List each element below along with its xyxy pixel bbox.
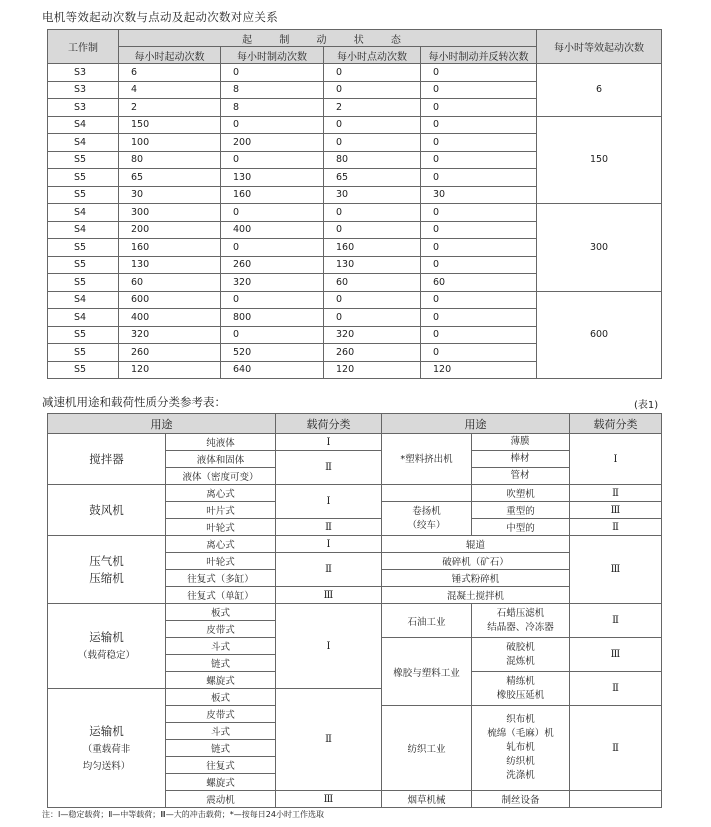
conveyor-sub: （载荷稳定）	[77, 650, 135, 661]
group-mixer: 搅拌器	[48, 434, 166, 485]
list-item: 离心式	[166, 536, 276, 553]
table-cell: S5	[48, 169, 119, 187]
table-cell: 260	[221, 256, 324, 274]
list-item: 纺织机	[506, 756, 535, 767]
table-cell: 8	[221, 99, 324, 117]
table-cell: 160	[119, 239, 221, 257]
table-cell: 2	[119, 99, 221, 117]
header-use-left: 用途	[48, 414, 276, 434]
extruder-label: *塑料挤出机	[400, 453, 453, 465]
rubber-items-a	[472, 638, 570, 672]
table-cell: 200	[221, 134, 324, 152]
table-cell: S3	[48, 99, 119, 117]
table-cell: 260	[119, 344, 221, 362]
table-cell: 800	[221, 309, 324, 327]
table-number: (表1)	[634, 400, 659, 411]
list-item: 板式	[166, 689, 276, 706]
conveyor-sub: （重载荷非	[82, 743, 131, 755]
table-cell: 4	[119, 81, 221, 99]
list-item: 液体（密度可变）	[166, 468, 276, 485]
table-cell: 320	[221, 274, 324, 292]
group-winch	[382, 502, 472, 536]
list-item: 锤式粉碎机	[382, 570, 570, 587]
table-cell: S4	[48, 221, 119, 239]
load-class: Ⅲ	[276, 587, 382, 604]
table2-title: 减速机用途和载荷性质分类参考表：	[42, 395, 226, 409]
load-class: Ⅱ	[276, 451, 382, 485]
rubber-items-b	[472, 672, 570, 706]
load-class: Ⅰ	[276, 604, 382, 689]
table-cell: 260	[324, 344, 421, 362]
table-cell: S5	[48, 361, 119, 379]
table1-title: 电机等效起动次数与点动及起动次数对应关系	[42, 10, 278, 24]
table-cell: 130	[119, 256, 221, 274]
table-cell: S3	[48, 64, 119, 82]
conveyor-label: 运输机	[89, 630, 124, 644]
load-class: Ⅰ	[276, 536, 382, 553]
table-cell: S5	[48, 151, 119, 169]
load-class: Ⅲ	[570, 638, 662, 672]
table-cell: 30	[119, 186, 221, 204]
conveyor-sub: 均匀送料）	[82, 760, 131, 772]
table-cell: S4	[48, 116, 119, 134]
load-class: Ⅰ	[570, 434, 662, 485]
list-item: 破胶机	[506, 641, 535, 653]
list-item: 往复式（单缸）	[166, 587, 276, 604]
table-cell: S4	[48, 204, 119, 222]
table-cell: 0	[421, 344, 537, 362]
table-cell: 0	[221, 204, 324, 222]
load-class: Ⅱ	[570, 485, 662, 502]
table-cell: 0	[324, 221, 421, 239]
list-item: 橡胶压延机	[496, 689, 545, 701]
group-conveyor-heavy	[48, 689, 166, 808]
list-item: 斗式	[166, 723, 276, 740]
table-cell: 320	[324, 326, 421, 344]
header-equiv: 每小时等效起动次数	[537, 30, 662, 64]
table-row	[48, 116, 662, 134]
table-cell: S3	[48, 81, 119, 99]
list-item: 织布机	[506, 714, 535, 725]
load-class: Ⅱ	[570, 519, 662, 536]
table-cell: 400	[221, 221, 324, 239]
header-work-mode: 工作制	[48, 30, 119, 64]
equiv-starts-cell: 300	[537, 204, 662, 292]
table-cell: 0	[421, 326, 537, 344]
load-class: Ⅰ	[276, 485, 382, 519]
group-tobacco: 烟草机械	[382, 791, 472, 808]
list-item: 斗式	[166, 638, 276, 655]
table-row	[48, 291, 662, 309]
load-class: Ⅱ	[276, 689, 382, 791]
motor-start-table	[47, 29, 662, 379]
table-cell: 0	[421, 99, 537, 117]
list-item: 轧布机	[506, 742, 535, 753]
compressor-label-2: 压缩机	[89, 570, 124, 585]
list-item: 精练机	[506, 675, 535, 687]
list-item: 往复式（多缸）	[166, 570, 276, 587]
table-cell: 0	[324, 81, 421, 99]
table-cell: 0	[421, 169, 537, 187]
table-cell: 640	[221, 361, 324, 379]
footnote: 注：Ⅰ—稳定载荷；Ⅱ—中等载荷；Ⅲ—大的冲击载荷；*—按每日24小时工作选取	[42, 810, 324, 819]
table-row	[48, 204, 662, 222]
table-cell: 150	[119, 116, 221, 134]
table-cell: 100	[119, 134, 221, 152]
load-class: Ⅱ	[570, 672, 662, 706]
table-cell: 0	[221, 239, 324, 257]
list-item: 管材	[471, 468, 569, 484]
table-cell: 65	[324, 169, 421, 187]
load-class: Ⅲ	[570, 502, 662, 519]
table-cell: 160	[324, 239, 421, 257]
list-item: 梳绵（毛麻）机	[487, 728, 554, 739]
table-cell: 520	[221, 344, 324, 362]
list-item: 结晶器、冷冻器	[487, 621, 554, 633]
table-cell: 0	[324, 309, 421, 327]
list-item: 液体和固体	[166, 451, 276, 468]
list-item: 辊道	[382, 536, 570, 553]
list-item: 薄膜	[471, 434, 569, 451]
table-cell: 0	[421, 204, 537, 222]
table-cell: 160	[221, 186, 324, 204]
table-cell: S4	[48, 291, 119, 309]
table-cell: 80	[119, 151, 221, 169]
group-oil: 石油工业	[382, 604, 472, 638]
winch-label: 卷扬机	[412, 505, 441, 517]
group-conveyor-stable	[48, 604, 166, 689]
table-cell: 8	[221, 81, 324, 99]
list-item: 螺旋式	[166, 774, 276, 791]
winch-sub: （绞车）	[407, 519, 446, 531]
list-item: 破碎机（矿石）	[382, 553, 570, 570]
group-compressor	[48, 536, 166, 604]
table-cell: 6	[119, 64, 221, 82]
list-item: 震动机	[166, 791, 276, 808]
table-cell: 0	[421, 256, 537, 274]
table-cell: 0	[421, 81, 537, 99]
table-cell: 600	[119, 291, 221, 309]
table-cell: S5	[48, 186, 119, 204]
header-brakes: 每小时制动次数	[221, 47, 324, 64]
list-item: 石蜡压滤机	[496, 607, 545, 619]
equiv-starts-cell: 600	[537, 291, 662, 379]
table-cell: 0	[221, 64, 324, 82]
oil-items	[472, 604, 570, 638]
list-item: 往复式	[166, 757, 276, 774]
table-cell: 60	[119, 274, 221, 292]
load-class: Ⅱ	[570, 604, 662, 638]
table-cell: S5	[48, 326, 119, 344]
table-cell: 0	[421, 134, 537, 152]
list-item: 离心式	[166, 485, 276, 502]
list-item: 混炼机	[506, 655, 535, 667]
list-item: 纯液体	[166, 434, 276, 451]
list-item: 重型的	[472, 502, 570, 519]
table-cell: S4	[48, 134, 119, 152]
list-item: 链式	[166, 740, 276, 757]
list-item: 叶轮式	[166, 553, 276, 570]
table-cell: 30	[421, 186, 537, 204]
table-cell: 200	[119, 221, 221, 239]
equiv-starts-cell: 6	[537, 64, 662, 117]
load-class: Ⅱ	[276, 553, 382, 587]
table-cell: 320	[119, 326, 221, 344]
compressor-label: 压气机	[89, 553, 124, 568]
table-cell: 65	[119, 169, 221, 187]
table-cell: S4	[48, 309, 119, 327]
load-class: Ⅱ	[276, 519, 382, 536]
group-textile: 纺织工业	[382, 706, 472, 791]
table-cell: 0	[324, 291, 421, 309]
textile-items	[472, 706, 570, 791]
load-class: Ⅱ	[570, 706, 662, 791]
table-cell: 130	[221, 169, 324, 187]
header-load-left: 载荷分类	[276, 414, 382, 434]
conveyor-label: 运输机	[89, 723, 124, 738]
table-cell: 0	[421, 221, 537, 239]
load-class: Ⅲ	[276, 791, 382, 808]
table-cell: S5	[48, 344, 119, 362]
header-load-right: 载荷分类	[570, 414, 662, 434]
header-jogs: 每小时点动次数	[324, 47, 421, 64]
table-cell: 0	[324, 64, 421, 82]
table-cell: 0	[221, 151, 324, 169]
equiv-starts-cell: 150	[537, 116, 662, 204]
list-item: 洗涤机	[506, 770, 535, 781]
list-item: 制丝设备	[472, 791, 570, 808]
list-item: 板式	[166, 604, 276, 621]
table-cell: 120	[421, 361, 537, 379]
list-item: 叶片式	[166, 502, 276, 519]
table-cell: 0	[421, 309, 537, 327]
table-cell: 300	[119, 204, 221, 222]
table-cell: 0	[421, 291, 537, 309]
table-cell: 30	[324, 186, 421, 204]
table-cell: 120	[324, 361, 421, 379]
table-cell: 0	[421, 64, 537, 82]
header-brake-reverse: 每小时制动并反转次数	[421, 47, 537, 64]
list-item: 链式	[166, 655, 276, 672]
table-row	[48, 64, 662, 82]
group-rubber: 橡胶与塑料工业	[382, 638, 472, 706]
reducer-load-table	[47, 413, 662, 808]
load-class: Ⅰ	[276, 434, 382, 451]
load-class: Ⅲ	[570, 536, 662, 604]
group-blower: 鼓风机	[48, 485, 166, 536]
header-state: 起 制 动 状 态	[119, 30, 537, 47]
table-cell: 0	[421, 151, 537, 169]
list-item: 混凝土搅拌机	[382, 587, 570, 604]
table-cell: 0	[421, 239, 537, 257]
table-cell: S5	[48, 256, 119, 274]
table-cell: 60	[421, 274, 537, 292]
list-item: 螺旋式	[166, 672, 276, 689]
table-cell: 60	[324, 274, 421, 292]
list-item: 棒材	[471, 451, 569, 468]
table-cell: S5	[48, 274, 119, 292]
list-item: 中型的	[472, 519, 570, 536]
table-cell: 0	[221, 116, 324, 134]
table-cell: 80	[324, 151, 421, 169]
table-cell: S5	[48, 239, 119, 257]
table-cell: 0	[421, 116, 537, 134]
list-item: 吹塑机	[472, 485, 570, 502]
table-cell: 0	[324, 116, 421, 134]
header-starts: 每小时起动次数	[119, 47, 221, 64]
list-item: 皮带式	[166, 621, 276, 638]
table-cell: 0	[324, 134, 421, 152]
table-cell: 120	[119, 361, 221, 379]
table-cell: 130	[324, 256, 421, 274]
table-cell: 0	[324, 204, 421, 222]
header-use-right: 用途	[382, 414, 570, 434]
table-cell: 0	[221, 291, 324, 309]
group-extruder	[382, 434, 570, 485]
table-cell: 400	[119, 309, 221, 327]
table-cell: 2	[324, 99, 421, 117]
table-cell: 0	[221, 326, 324, 344]
list-item: 叶轮式	[166, 519, 276, 536]
list-item: 皮带式	[166, 706, 276, 723]
